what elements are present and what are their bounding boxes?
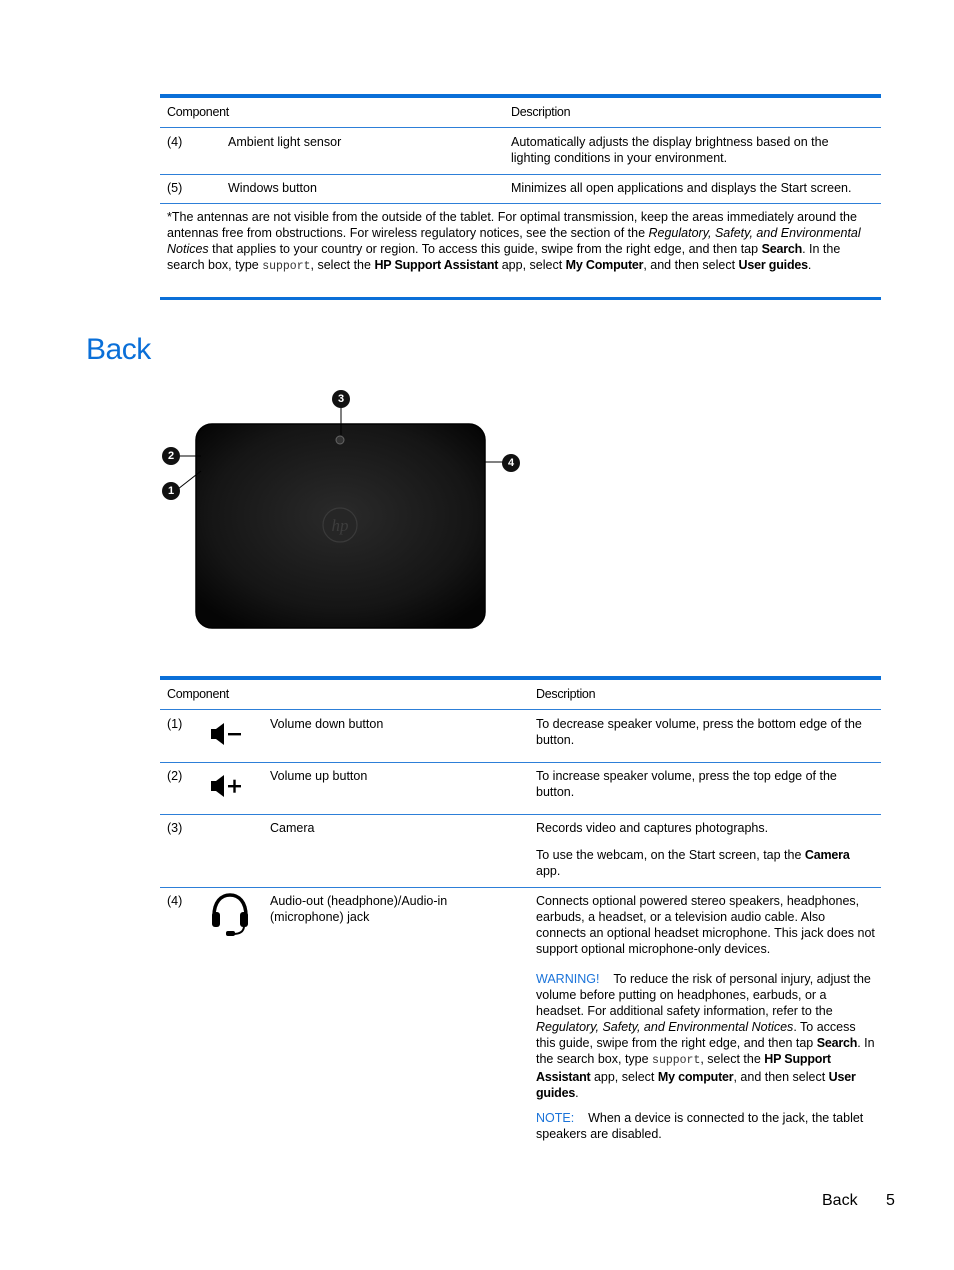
callout-2: 2 [162, 447, 180, 465]
row-divider [160, 174, 881, 175]
row-component-name: Windows button [228, 181, 317, 195]
row-number: (5) [167, 181, 183, 195]
table1-top-rule [160, 94, 881, 98]
antenna-footnote: *The antennas are not visible from the outside of the tablet. For optimal transmission, keep the areas immediately around the antennas free from obstructions. For wireless regulatory notices, see the section of the Regulatory, Safety, and Environmental Notices that applies to your country or region. To access this guide, swipe from the right edge, and then tap Search. In the search box, type support, select the HP Support Assistant app, select My Computer, and then select User guides. [167, 210, 861, 273]
tablet-back-figure [155, 385, 535, 635]
row-description-camera-usage: To use the webcam, on the Start screen, tap the Camera app. [536, 848, 850, 878]
row-component-name: Volume up button [270, 769, 368, 783]
table1-header-description: Description [511, 105, 571, 119]
row-number: (3) [167, 821, 183, 835]
row-description: To decrease speaker volume, press the bottom edge of the button. [536, 717, 862, 747]
note-label: NOTE: [536, 1111, 575, 1125]
table2-header-description: Description [536, 687, 596, 701]
hp-logo-text: hp [331, 516, 349, 535]
table2-header-rule [160, 709, 881, 710]
info-note: NOTE: When a device is connected to the jack, the tablet speakers are disabled. [536, 1111, 864, 1141]
row-description: Minimizes all open applications and displays the Start screen. [511, 181, 852, 195]
table1-bottom-rule [160, 297, 881, 300]
row-description: Records video and captures photographs. [536, 821, 769, 835]
volume-up-icon [210, 774, 244, 798]
row-description: To increase speaker volume, press the top edge of the button. [536, 769, 837, 799]
volume-down-icon [210, 722, 244, 746]
section-title: Back [86, 333, 151, 366]
table1-header-component: Component [167, 105, 229, 119]
row-description: Automatically adjusts the display brightness based on the lighting conditions in your environment. [511, 135, 829, 165]
camera-lens [336, 436, 344, 444]
row-divider [160, 203, 881, 204]
headset-icon [209, 892, 251, 938]
row-number: (4) [167, 894, 183, 908]
warning-label: WARNING! [536, 972, 600, 986]
row-divider [160, 887, 881, 888]
row-number: (4) [167, 135, 183, 149]
warning-note: WARNING! To reduce the risk of personal injury, adjust the volume before putting on headphones, earbuds, or a headset. For additional safety information, refer to the Regulatory, Safety, and Environmental Notices. To access this guide, swipe from the right edge, and then tap Search. In the search box, type support, select the HP Support Assistant app, select My computer, and then select User guides. [536, 972, 875, 1100]
row-component-name: Audio-out (headphone)/Audio-in (microphone) jack [270, 894, 448, 924]
hp-logo-icon [323, 508, 357, 542]
callout-4: 4 [502, 454, 520, 472]
row-description: Connects optional powered stereo speakers, headphones, earbuds, a headset, or a television audio cable. Also connects an optional headset microphone. This jack does not support optional microphone-only devices. [536, 894, 875, 956]
callout-1: 1 [162, 482, 180, 500]
row-component-name: Camera [270, 821, 315, 835]
row-component-name: Volume down button [270, 717, 384, 731]
row-component-name: Ambient light sensor [228, 135, 342, 149]
row-divider [160, 814, 881, 815]
row-divider [160, 762, 881, 763]
callout-3: 3 [332, 390, 350, 408]
footer-page-number: 5 [886, 1192, 895, 1209]
row-number: (2) [167, 769, 183, 783]
table2-top-rule [160, 676, 881, 680]
table1-header-rule [160, 127, 881, 128]
footer-section-name: Back [822, 1192, 858, 1209]
row-number: (1) [167, 717, 183, 731]
table2-header-component: Component [167, 687, 229, 701]
